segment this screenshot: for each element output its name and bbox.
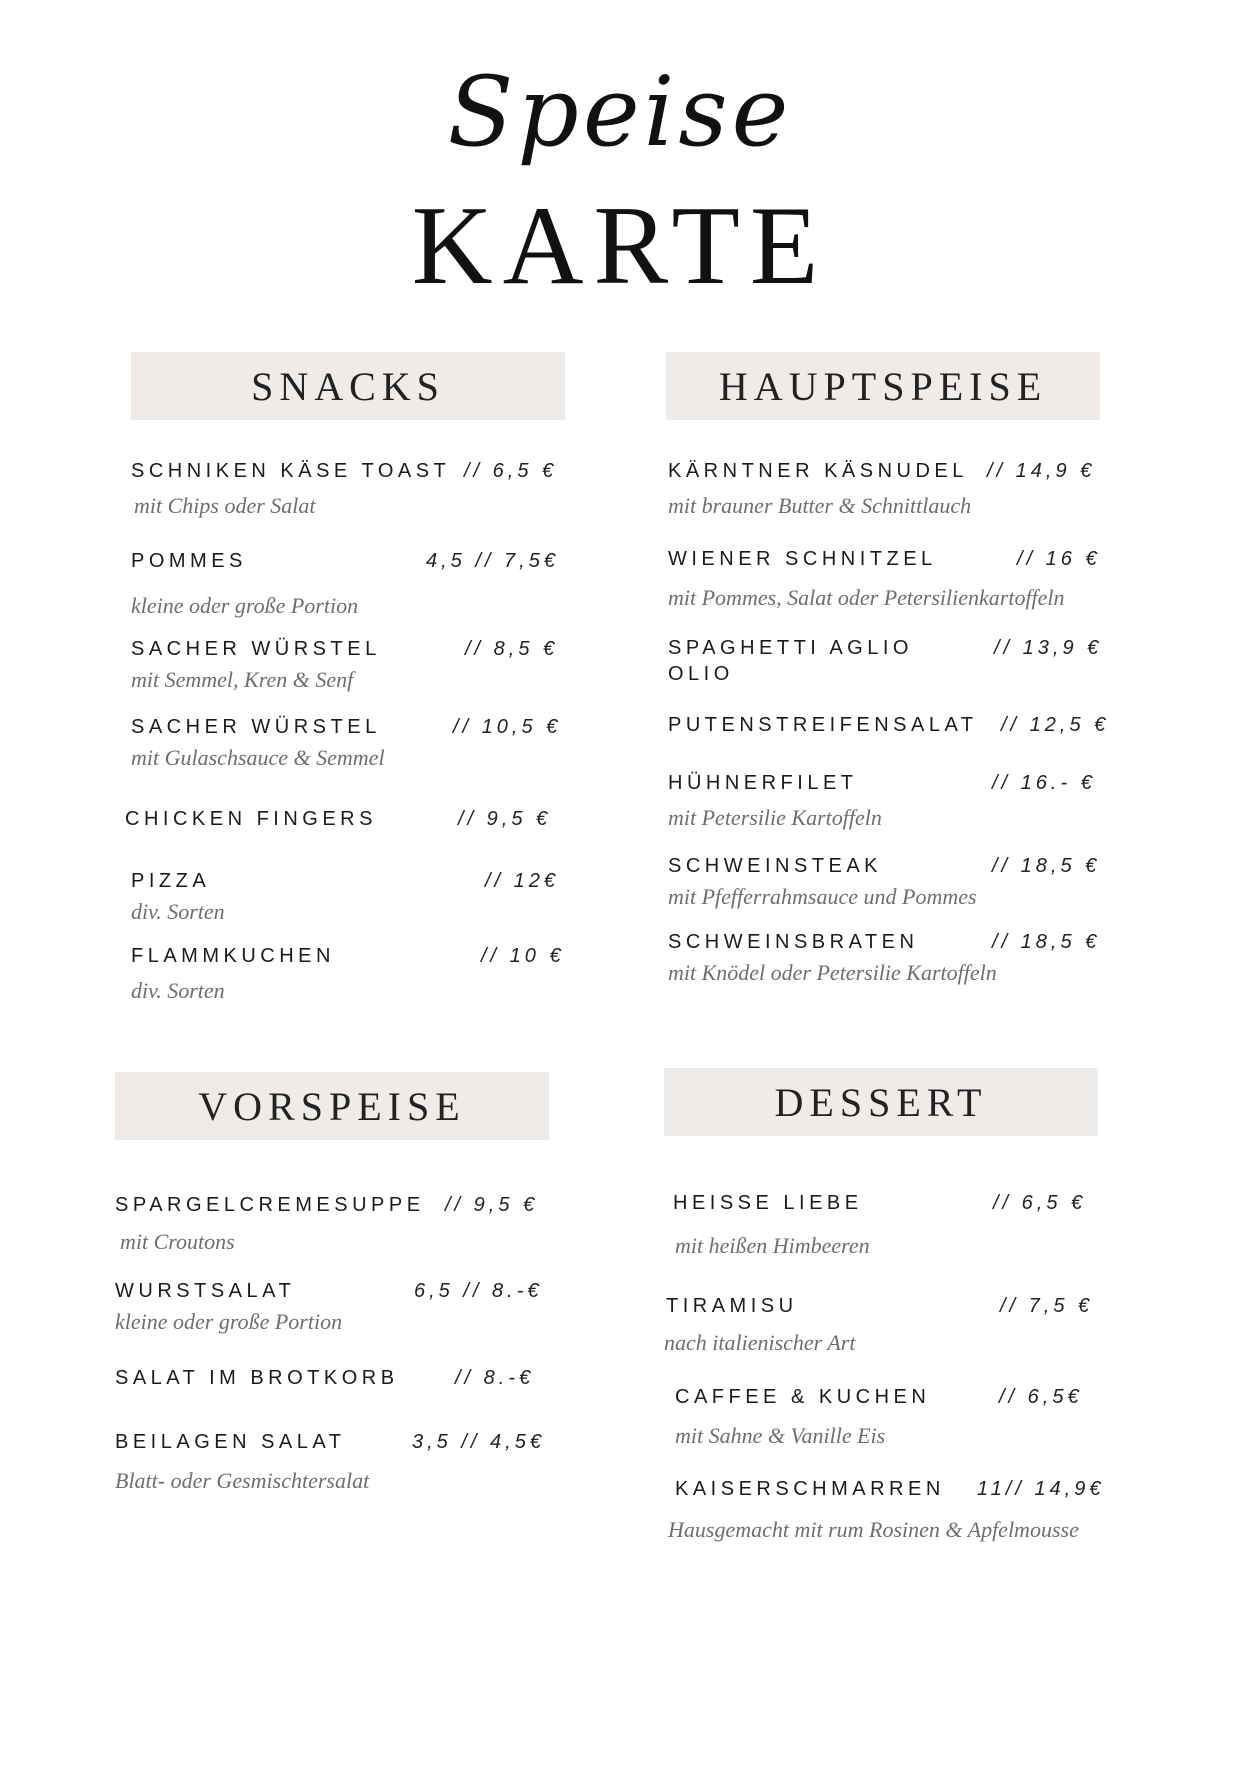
menu-item-hauptspeise bbox=[668, 458, 1108, 520]
item-name: KÄRNTNER KÄSNUDEL bbox=[668, 460, 968, 482]
item-description: kleine oder große Portion bbox=[115, 1309, 343, 1334]
item-price: // 18,5 € bbox=[992, 855, 1101, 877]
menu-item-vorspeise bbox=[115, 1192, 555, 1256]
item-description: mit Pfefferrahmsauce und Pommes bbox=[668, 884, 977, 909]
menu-item-hauptspeise bbox=[668, 546, 1108, 612]
menu-item-snacks bbox=[131, 868, 565, 926]
item-price: // 6,5 € bbox=[993, 1192, 1087, 1214]
item-description: Blatt- oder Gesmischtersalat bbox=[115, 1468, 370, 1493]
item-name: PUTENSTREIFENSALAT bbox=[668, 714, 978, 736]
item-description: mit Petersilie Kartoffeln bbox=[668, 805, 882, 830]
item-name: SPARGELCREMESUPPE bbox=[115, 1194, 425, 1216]
item-name: HÜHNERFILET bbox=[668, 772, 858, 794]
item-name: SACHER WÜRSTEL bbox=[131, 716, 381, 738]
item-name: WIENER SCHNITZEL bbox=[668, 548, 937, 570]
item-name: BEILAGEN SALAT bbox=[115, 1431, 346, 1453]
menu-item-hauptspeise bbox=[668, 635, 1108, 687]
item-name: SALAT IM BROTKORB bbox=[115, 1367, 399, 1389]
item-name: POMMES bbox=[131, 550, 247, 572]
item-description: kleine oder große Portion bbox=[131, 593, 359, 618]
item-price: // 7,5 € bbox=[1000, 1295, 1094, 1317]
item-price: // 6,5 € bbox=[464, 460, 558, 482]
section-title-vorspeise: VORSPEISE bbox=[115, 1072, 549, 1140]
item-name: PIZZA bbox=[131, 870, 211, 892]
item-description: div. Sorten bbox=[131, 899, 225, 924]
item-name: SCHWEINSBRATEN bbox=[668, 931, 919, 953]
section-title-snacks: SNACKS bbox=[131, 352, 565, 420]
item-price: 11// 14,9€ bbox=[977, 1478, 1105, 1500]
item-price: // 6,5€ bbox=[999, 1386, 1083, 1408]
item-description: Hausgemacht mit rum Rosinen & Apfelmousse bbox=[668, 1517, 1079, 1542]
item-price: // 8.-€ bbox=[455, 1367, 535, 1389]
menu-item-snacks bbox=[131, 548, 565, 620]
item-name: KAISERSCHMARREN bbox=[675, 1478, 945, 1500]
item-name: SCHWEINSTEAK bbox=[668, 855, 883, 877]
item-price: // 10,5 € bbox=[453, 716, 562, 738]
item-name: FLAMMKUCHEN bbox=[131, 945, 335, 967]
menu-item-hauptspeise bbox=[668, 853, 1108, 911]
item-price: 4,5 // 7,5€ bbox=[426, 550, 559, 572]
item-price: // 9,5 € bbox=[445, 1194, 539, 1216]
item-description: mit Pommes, Salat oder Petersilienkartoffeln bbox=[668, 585, 1065, 610]
item-price: 6,5 // 8.-€ bbox=[414, 1280, 543, 1302]
menu-item-dessert bbox=[666, 1293, 1106, 1357]
item-description: mit Knödel oder Petersilie Kartoffeln bbox=[668, 960, 997, 985]
item-price: // 8,5 € bbox=[465, 638, 559, 660]
menu-item-hauptspeise bbox=[668, 712, 1112, 738]
item-name: CHICKEN FINGERS bbox=[125, 808, 377, 830]
item-description: nach italienischer Art bbox=[664, 1330, 856, 1355]
item-description: mit Gulaschsauce & Semmel bbox=[131, 745, 385, 770]
menu-item-vorspeise bbox=[115, 1278, 555, 1336]
item-description: mit Semmel, Kren & Senf bbox=[131, 667, 354, 692]
item-description: div. Sorten bbox=[131, 978, 225, 1003]
item-name: SACHER WÜRSTEL bbox=[131, 638, 381, 660]
item-price: // 12,5 € bbox=[1001, 714, 1110, 736]
menu-item-hauptspeise bbox=[668, 929, 1108, 987]
menu-title-main: KARTE bbox=[411, 184, 829, 308]
item-description: mit Chips oder Salat bbox=[134, 493, 316, 518]
item-name: CAFFEE & KUCHEN bbox=[675, 1386, 931, 1408]
menu-item-dessert bbox=[668, 1476, 1115, 1544]
item-price: // 10 € bbox=[481, 945, 565, 967]
item-description: mit Croutons bbox=[120, 1229, 235, 1254]
section-title-hauptspeise: HAUPTSPEISE bbox=[666, 352, 1100, 420]
menu-item-vorspeise bbox=[115, 1365, 555, 1391]
item-price: // 14,9 € bbox=[987, 460, 1096, 482]
item-price: // 13,9 € bbox=[994, 637, 1103, 659]
item-price: 3,5 // 4,5€ bbox=[412, 1431, 545, 1453]
item-name: TIRAMISU bbox=[666, 1295, 798, 1317]
menu-item-snacks bbox=[131, 714, 565, 772]
item-price: // 18,5 € bbox=[992, 931, 1101, 953]
item-name: HEISSE LIEBE bbox=[673, 1192, 863, 1214]
item-price: // 16.- € bbox=[992, 772, 1096, 794]
item-description: mit Sahne & Vanille Eis bbox=[675, 1423, 886, 1448]
item-name: SPAGHETTI AGLIO OLIO bbox=[668, 637, 913, 685]
menu-item-snacks bbox=[131, 943, 565, 1005]
item-price: // 9,5 € bbox=[458, 808, 552, 830]
item-description: mit brauner Butter & Schnittlauch bbox=[668, 493, 972, 518]
menu-item-dessert bbox=[673, 1190, 1113, 1260]
menu-item-hauptspeise bbox=[668, 770, 1108, 832]
item-price: // 16 € bbox=[1017, 548, 1101, 570]
section-title-dessert: DESSERT bbox=[664, 1068, 1098, 1136]
menu-item-dessert bbox=[675, 1384, 1115, 1450]
item-name: SCHNIKEN KÄSE TOAST bbox=[131, 460, 451, 482]
menu-item-snacks bbox=[125, 806, 565, 832]
menu-item-snacks bbox=[131, 636, 565, 694]
item-description: mit heißen Himbeeren bbox=[675, 1233, 870, 1258]
menu-item-vorspeise bbox=[115, 1429, 555, 1495]
menu-title-script: Speise bbox=[447, 56, 793, 168]
item-price: // 12€ bbox=[485, 870, 560, 892]
item-name: WURSTSALAT bbox=[115, 1280, 296, 1302]
menu-item-snacks bbox=[131, 458, 565, 520]
